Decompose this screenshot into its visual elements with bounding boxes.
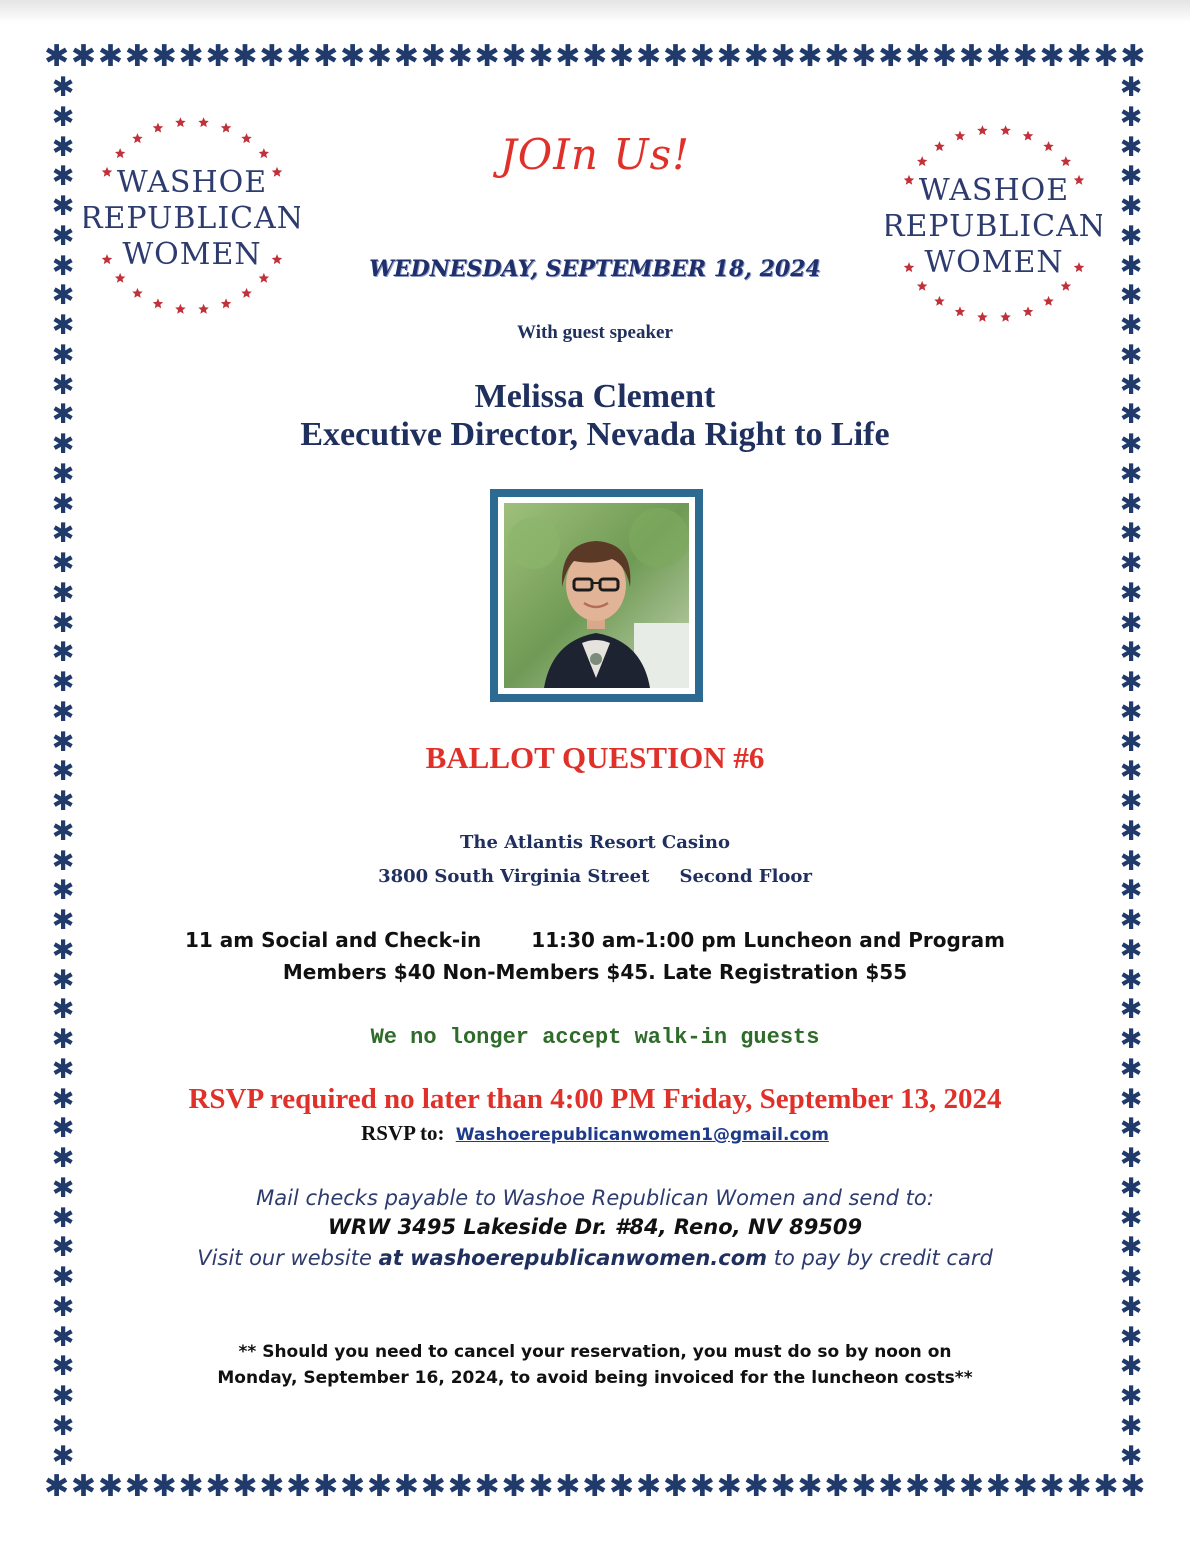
logo-line-1: WASHOE <box>918 173 1070 208</box>
border-asterisk: ✱ <box>51 1440 75 1472</box>
border-asterisk: ✱ <box>1119 1381 1143 1412</box>
border-asterisk: ✱ <box>635 1469 662 1504</box>
schedule-line <box>0 928 1190 952</box>
border-asterisk: ✱ <box>51 1172 75 1204</box>
border-asterisk: ✱ <box>716 39 742 74</box>
rsvp-deadline: RSVP required no later than 4:00 PM Friday, September 13, 2024 <box>188 1083 1002 1115</box>
border-asterisk: ✱ <box>51 786 75 817</box>
border-asterisk: ✱ <box>1120 39 1146 74</box>
border-asterisk: ✱ <box>51 101 75 133</box>
luncheon-time: 11:30 am-1:00 pm Luncheon and Program <box>531 928 1005 952</box>
border-asterisk: ✱ <box>51 429 75 460</box>
border-asterisk: ✱ <box>1119 101 1143 133</box>
border-asterisk: ✱ <box>51 399 75 431</box>
border-asterisk: ✱ <box>51 964 75 996</box>
logo-star <box>1074 262 1084 272</box>
guest-speaker-intro: With guest speaker <box>517 322 673 343</box>
border-asterisk: ✱ <box>51 696 75 728</box>
border-asterisk: ✱ <box>1119 1232 1143 1264</box>
border-asterisk: ✱ <box>51 1321 75 1353</box>
border-asterisk: ✱ <box>51 577 75 609</box>
border-asterisk: ✱ <box>51 310 75 341</box>
border-asterisk: ✱ <box>528 1469 554 1504</box>
border-asterisk: ✱ <box>1119 1321 1143 1353</box>
border-asterisk: ✱ <box>931 39 958 74</box>
border-asterisk: ✱ <box>1119 726 1143 758</box>
border-asterisk: ✱ <box>958 39 984 74</box>
border-asterisk: ✱ <box>51 191 75 222</box>
border-asterisk: ✱ <box>985 1469 1011 1504</box>
border-asterisk: ✱ <box>985 39 1011 74</box>
border-asterisk: ✱ <box>1119 934 1143 966</box>
website-text-post: to pay by credit card <box>773 1246 993 1270</box>
border-asterisk: ✱ <box>1012 39 1038 74</box>
border-asterisk: ✱ <box>51 994 75 1026</box>
border-asterisk: ✱ <box>662 1469 688 1504</box>
border-asterisk: ✱ <box>51 905 75 936</box>
border-asterisk: ✱ <box>1119 191 1143 222</box>
border-asterisk: ✱ <box>1119 667 1143 698</box>
logo-star <box>241 288 251 298</box>
border-asterisk: ✱ <box>1119 637 1143 669</box>
logo-star <box>904 262 914 272</box>
border-asterisk: ✱ <box>51 756 75 788</box>
border-asterisk: ✱ <box>51 875 75 907</box>
border-asterisk: ✱ <box>1119 1083 1143 1115</box>
border-asterisk: ✱ <box>1120 1469 1146 1504</box>
logo-star <box>198 117 208 127</box>
border-asterisk: ✱ <box>51 1351 75 1383</box>
border-asterisk: ✱ <box>501 1469 527 1504</box>
speaker-title: Executive Director, Nevada Right to Life <box>300 416 890 453</box>
logo-star <box>175 117 185 127</box>
border-asterisk: ✱ <box>97 39 123 74</box>
border-asterisk: ✱ <box>286 39 312 74</box>
logo-star <box>102 254 112 264</box>
border-asterisk: ✱ <box>743 39 769 74</box>
border-asterisk: ✱ <box>420 1469 446 1504</box>
logo-star <box>1061 281 1071 291</box>
border-asterisk: ✱ <box>931 1469 958 1504</box>
venue-street: 3800 South Virginia Street <box>378 866 650 887</box>
border-asterisk: ✱ <box>1119 607 1143 639</box>
logo-star <box>153 298 163 308</box>
border-asterisk: ✱ <box>958 1469 984 1504</box>
border-asterisk: ✱ <box>44 39 70 74</box>
border-asterisk: ✱ <box>1119 577 1143 609</box>
border-asterisk: ✱ <box>51 726 75 758</box>
venue-name: The Atlantis Resort Casino <box>460 832 730 853</box>
logo-line-3: WOMEN <box>924 245 1064 280</box>
border-asterisk: ✱ <box>1012 1469 1038 1504</box>
logo-star <box>917 281 927 291</box>
logo-star <box>198 304 208 314</box>
border-asterisk: ✱ <box>528 39 554 74</box>
border-asterisk: ✱ <box>51 1053 75 1085</box>
border-asterisk: ✱ <box>313 39 339 74</box>
website-text-pre: Visit our website <box>197 1246 372 1270</box>
border-asterisk: ✱ <box>582 39 608 74</box>
border-asterisk: ✱ <box>1119 429 1143 460</box>
border-asterisk: ✱ <box>797 39 823 74</box>
walk-in-notice: We no longer accept walk-in guests <box>370 1025 820 1050</box>
border-asterisk: ✱ <box>286 1469 312 1504</box>
border-asterisk: ✱ <box>1119 1440 1143 1472</box>
border-asterisk: ✱ <box>1119 72 1143 103</box>
border-asterisk: ✱ <box>905 39 931 74</box>
logo-star <box>272 254 282 264</box>
logo-star <box>1023 306 1033 316</box>
border-asterisk: ✱ <box>1119 310 1143 341</box>
border-asterisk: ✱ <box>797 1469 823 1504</box>
border-asterisk: ✱ <box>51 131 75 163</box>
border-asterisk: ✱ <box>366 39 393 74</box>
border-asterisk: ✱ <box>205 1469 231 1504</box>
border-asterisk: ✱ <box>259 39 285 74</box>
border-asterisk: ✱ <box>1119 369 1143 401</box>
border-asterisk: ✱ <box>51 1083 75 1115</box>
border-asterisk: ✱ <box>51 607 75 639</box>
viewer-top-bar <box>0 0 1190 22</box>
border-asterisk: ✱ <box>447 1469 473 1504</box>
border-asterisk: ✱ <box>232 1469 258 1504</box>
border-asterisk: ✱ <box>51 637 75 669</box>
border-asterisk: ✱ <box>1119 1113 1143 1145</box>
border-asterisk: ✱ <box>51 220 75 252</box>
border-asterisk: ✱ <box>851 1469 877 1504</box>
logo-line-2: REPUBLICAN <box>886 209 1102 244</box>
speaker-block <box>0 378 1190 454</box>
border-asterisk: ✱ <box>689 1469 715 1504</box>
border-asterisk: ✱ <box>51 72 75 103</box>
venue-floor: Second Floor <box>679 866 812 887</box>
border-asterisk: ✱ <box>51 1410 75 1442</box>
border-asterisk: ✱ <box>501 39 527 74</box>
border-asterisk: ✱ <box>97 1469 123 1504</box>
border-asterisk: ✱ <box>420 39 446 74</box>
border-asterisk: ✱ <box>1119 786 1143 817</box>
border-asterisk: ✱ <box>609 39 635 74</box>
payment-mailing-address: WRW 3495 Lakeside Dr. #84, Reno, NV 89509 <box>327 1215 863 1239</box>
border-asterisk: ✱ <box>1119 1351 1143 1383</box>
border-asterisk: ✱ <box>1119 1143 1143 1174</box>
border-asterisk: ✱ <box>366 1469 393 1504</box>
border-asterisk: ✱ <box>44 1469 70 1504</box>
border-asterisk: ✱ <box>51 1143 75 1174</box>
logo-star <box>132 288 142 298</box>
border-asterisk: ✱ <box>555 39 581 74</box>
border-asterisk: ✱ <box>1119 756 1143 788</box>
border-asterisk: ✱ <box>1119 875 1143 907</box>
border-asterisk: ✱ <box>447 39 473 74</box>
payment-instructions-line-1: Mail checks payable to Washoe Republican Women and send to: <box>256 1186 934 1210</box>
border-asterisk: ✱ <box>51 518 75 550</box>
border-asterisk: ✱ <box>51 280 75 312</box>
website-link[interactable]: at washoerepublicanwomen.com <box>378 1246 768 1270</box>
border-asterisk: ✱ <box>51 1024 75 1055</box>
border-asterisk: ✱ <box>824 39 850 74</box>
cancellation-notice-line-2: Monday, September 16, 2024, to avoid being invoiced for the luncheon costs** <box>217 1368 973 1388</box>
border-asterisk: ✱ <box>555 1469 581 1504</box>
border-asterisk: ✱ <box>905 1469 931 1504</box>
cancellation-notice-line-1: ** Should you need to cancel your reservation, you must do so by noon on <box>238 1342 952 1362</box>
logo-star <box>175 304 185 314</box>
speaker-name: Melissa Clement <box>474 378 716 415</box>
border-asterisk: ✱ <box>1119 964 1143 996</box>
border-asterisk: ✱ <box>51 815 75 847</box>
border-asterisk: ✱ <box>1119 161 1143 193</box>
rsvp-email-link[interactable]: Washoerepublicanwomen1@gmail.com <box>455 1125 829 1145</box>
border-asterisk: ✱ <box>393 39 419 74</box>
border-asterisk: ✱ <box>1119 548 1143 579</box>
logo-star <box>259 273 269 283</box>
border-asterisk: ✱ <box>1119 280 1143 312</box>
border-asterisk: ✱ <box>1066 1469 1092 1504</box>
border-asterisk: ✱ <box>1119 250 1143 282</box>
border-asterisk: ✱ <box>70 1469 97 1504</box>
venue-address <box>0 866 1190 887</box>
border-asterisk: ✱ <box>1119 1291 1143 1323</box>
border-asterisk: ✱ <box>393 1469 419 1504</box>
border-asterisk: ✱ <box>1119 1410 1143 1442</box>
logo-line-1: WASHOE <box>116 165 268 200</box>
border-asterisk: ✱ <box>51 1113 75 1145</box>
border-asterisk: ✱ <box>1119 815 1143 847</box>
border-asterisk: ✱ <box>51 667 75 698</box>
logo-line-3: WOMEN <box>122 237 262 272</box>
rsvp-to-label: RSVP to: <box>361 1121 445 1145</box>
border-asterisk: ✱ <box>51 934 75 966</box>
border-asterisk: ✱ <box>609 1469 635 1504</box>
border-asterisk: ✱ <box>339 39 366 74</box>
border-asterisk: ✱ <box>1119 1053 1143 1085</box>
border-asterisk: ✱ <box>232 39 258 74</box>
border-asterisk: ✱ <box>51 339 75 371</box>
border-asterisk: ✱ <box>51 458 75 490</box>
border-bottom <box>44 1469 1146 1504</box>
pricing-line: Members $40 Non-Members $45. Late Registration $55 <box>282 960 908 984</box>
border-asterisk: ✱ <box>689 39 715 74</box>
border-asterisk: ✱ <box>70 39 97 74</box>
payment-website-line <box>0 1246 1190 1270</box>
border-asterisk: ✱ <box>474 39 500 74</box>
border-asterisk: ✱ <box>51 1202 75 1234</box>
event-date: WEDNESDAY, SEPTEMBER 18, 2024 <box>369 256 821 282</box>
border-asterisk: ✱ <box>1119 1202 1143 1234</box>
border-asterisk: ✱ <box>51 1291 75 1323</box>
border-asterisk: ✱ <box>51 161 75 193</box>
border-asterisk: ✱ <box>51 250 75 282</box>
border-asterisk: ✱ <box>1119 1172 1143 1204</box>
border-asterisk: ✱ <box>1119 131 1143 163</box>
border-asterisk: ✱ <box>662 39 688 74</box>
logo-star <box>1043 296 1053 306</box>
border-asterisk: ✱ <box>1119 845 1143 877</box>
border-asterisk: ✱ <box>1119 488 1143 520</box>
border-asterisk: ✱ <box>635 39 662 74</box>
border-asterisk: ✱ <box>51 1232 75 1264</box>
border-asterisk: ✱ <box>1093 39 1119 74</box>
border-asterisk: ✱ <box>51 488 75 520</box>
border-top <box>44 39 1146 74</box>
border-asterisk: ✱ <box>1119 458 1143 490</box>
border-asterisk: ✱ <box>178 1469 204 1504</box>
border-asterisk: ✱ <box>51 548 75 579</box>
border-asterisk: ✱ <box>1119 696 1143 728</box>
speaker-photo-frame <box>490 489 703 702</box>
border-asterisk: ✱ <box>582 1469 608 1504</box>
border-asterisk: ✱ <box>1093 1469 1119 1504</box>
logo-star <box>115 273 125 283</box>
border-asterisk: ✱ <box>770 1469 796 1504</box>
border-asterisk: ✱ <box>1119 905 1143 936</box>
border-asterisk: ✱ <box>124 1469 150 1504</box>
border-asterisk: ✱ <box>124 39 150 74</box>
border-asterisk: ✱ <box>716 1469 742 1504</box>
border-asterisk: ✱ <box>51 845 75 877</box>
border-asterisk: ✱ <box>1066 39 1092 74</box>
border-asterisk: ✱ <box>259 1469 285 1504</box>
border-asterisk: ✱ <box>878 1469 904 1504</box>
join-us-heading: JOIn Us! <box>499 130 691 179</box>
border-asterisk: ✱ <box>1119 994 1143 1026</box>
border-asterisk: ✱ <box>770 39 796 74</box>
border-asterisk: ✱ <box>339 1469 366 1504</box>
logo-star <box>977 312 987 322</box>
border-asterisk: ✱ <box>1119 399 1143 431</box>
border-asterisk: ✱ <box>51 369 75 401</box>
border-asterisk: ✱ <box>1039 1469 1065 1504</box>
border-asterisk: ✱ <box>1119 1024 1143 1055</box>
speaker-photo <box>504 503 689 688</box>
border-asterisk: ✱ <box>151 1469 177 1504</box>
border-asterisk: ✱ <box>313 1469 339 1504</box>
border-asterisk: ✱ <box>178 39 204 74</box>
logo-star <box>934 296 944 306</box>
logo-star <box>1000 312 1010 322</box>
logo-star <box>955 306 965 316</box>
border-asterisk: ✱ <box>824 1469 850 1504</box>
border-asterisk: ✱ <box>205 39 231 74</box>
border-asterisk: ✱ <box>1119 518 1143 550</box>
ballot-question-heading: BALLOT QUESTION #6 <box>425 740 765 775</box>
border-asterisk: ✱ <box>51 1381 75 1412</box>
border-asterisk: ✱ <box>743 1469 769 1504</box>
border-asterisk: ✱ <box>1119 1262 1143 1293</box>
rsvp-contact <box>0 1121 1190 1146</box>
border-asterisk: ✱ <box>51 1262 75 1293</box>
logo-star <box>221 298 231 308</box>
border-asterisk: ✱ <box>1039 39 1065 74</box>
border-asterisk: ✱ <box>151 39 177 74</box>
social-time: 11 am Social and Check-in <box>184 928 482 952</box>
border-asterisk: ✱ <box>1119 220 1143 252</box>
logo-line-2: REPUBLICAN <box>84 201 300 236</box>
border-asterisk: ✱ <box>1119 339 1143 371</box>
border-asterisk: ✱ <box>474 1469 500 1504</box>
border-asterisk: ✱ <box>851 39 877 74</box>
border-asterisk: ✱ <box>878 39 904 74</box>
